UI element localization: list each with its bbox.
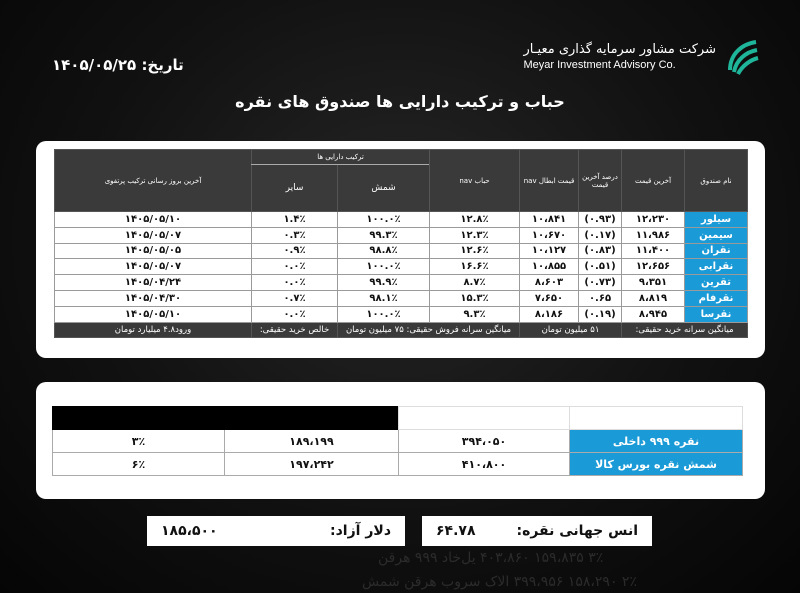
table-row (53, 430, 743, 453)
header-nav-price: قیمت ابطال nav (520, 150, 579, 212)
silver-share: ۹۸.۸٪ (338, 243, 430, 259)
nav-bubble: ۱۵.۳٪ (430, 290, 520, 306)
logo-icon (724, 36, 760, 76)
other-share: ۰.۰٪ (252, 259, 338, 275)
silver-price: ۴۱۰،۸۰۰ (399, 453, 570, 476)
company-name-fa: شرکت مشاور سرمایه گذاری معیـار (523, 41, 716, 57)
date-label: تاریخ: (141, 56, 184, 74)
price-pct: (۰.۱۷) (579, 227, 622, 243)
table-row (55, 290, 748, 306)
global-silver-value: ۶۴.۷۸ (436, 523, 476, 539)
other-share: ۰.۳٪ (252, 227, 338, 243)
avg-buy-value: ۵۱ میلیون تومان (520, 322, 622, 337)
update-date: ۱۴۰۵/۰۴/۳۰ (55, 290, 252, 306)
header-last-update: آخرین بروز رسانی ترکیب پرتفوی (55, 150, 252, 212)
fund-name: نقران (685, 243, 748, 259)
silver-share: ۹۸.۱٪ (338, 290, 430, 306)
silver-share: ۱۰۰.۰٪ (338, 306, 430, 322)
last-price: ۸،۹۴۵ (622, 306, 685, 322)
update-date: ۱۴۰۵/۰۵/۱۰ (55, 212, 252, 228)
table-row (55, 243, 748, 259)
funds-card (36, 141, 765, 358)
silver-share: ۱۰۰.۰٪ (338, 259, 430, 275)
silver-share: ۹۹.۳٪ (338, 227, 430, 243)
nav-bubble: ۱۲.۸٪ (430, 212, 520, 228)
silver-share: ۱۰۰.۰٪ (338, 212, 430, 228)
update-date: ۱۴۰۵/۰۴/۲۴ (55, 275, 252, 291)
nav-bubble: ۱۲.۳٪ (430, 227, 520, 243)
silver-type: شمش نقره بورس کالا (570, 453, 743, 476)
silver-price: ۳۹۴،۰۵۰ (399, 430, 570, 453)
update-date: ۱۴۰۵/۰۵/۱۰ (55, 306, 252, 322)
last-price: ۸،۸۱۹ (622, 290, 685, 306)
avg-sell-label: میانگین سرانه فروش حقیقی: (406, 324, 512, 335)
table-row (55, 227, 748, 243)
fund-name: تقرین (685, 275, 748, 291)
other-share: ۰.۰٪ (252, 306, 338, 322)
fund-name: سیمین (685, 227, 748, 243)
last-price: ۹،۳۵۱ (622, 275, 685, 291)
silver-pct: ۳٪ (53, 430, 225, 453)
nav-price: ۷،۶۵۰ (520, 290, 579, 306)
net-buy-label: خالص خرید حقیقی: (252, 322, 338, 337)
silver-value: ۱۸۹،۱۹۹ (225, 430, 399, 453)
funds-table (54, 149, 748, 338)
other-share: ۰.۹٪ (252, 243, 338, 259)
price-pct: ۰.۶۵ (579, 290, 622, 306)
nav-price: ۱۰،۱۲۷ (520, 243, 579, 259)
fund-name: سیلور (685, 212, 748, 228)
net-buy-value: ورود۴.۸ میلیارد تومان (55, 322, 252, 337)
faded-row-1: ۳٪ ۱۵۹،۸۳۵ ۴۰۳،۸۶۰ یل‌خاد ۹۹۹ هرقن (378, 550, 604, 566)
table-row (55, 306, 748, 322)
header-row (53, 407, 743, 430)
update-date: ۱۴۰۵/۰۵/۰۵ (55, 243, 252, 259)
avg-sell-value: ۷۵ میلیون تومان (345, 324, 404, 335)
nav-bubble: ۱۶.۶٪ (430, 259, 520, 275)
nav-price: ۸،۶۰۳ (520, 275, 579, 291)
silver-value: ۱۹۷،۲۴۲ (225, 453, 399, 476)
header-last-price: آخرین قیمت (622, 150, 685, 212)
last-price: ۱۲،۶۵۶ (622, 259, 685, 275)
nav-price: ۱۰،۸۴۱ (520, 212, 579, 228)
nav-price: ۱۰،۶۷۰ (520, 227, 579, 243)
date-value: ۱۴۰۵/۰۵/۲۵ (52, 56, 137, 74)
silver-prices-table (52, 406, 743, 476)
last-price: ۱۱،۹۸۶ (622, 227, 685, 243)
price-pct: (۰.۱۹) (579, 306, 622, 322)
faded-row-2: ۲٪ ۱۵۸،۲۹۰ ۳۹۹،۹۵۶ الاک سروب هرقن شمش (362, 574, 637, 590)
header-asset-group: ترکیب دارایی ها (252, 150, 430, 165)
summary-row (55, 322, 748, 337)
header-fund: نام صندوق (685, 150, 748, 212)
global-silver-box (422, 516, 652, 546)
price-pct: (۰.۵۱) (579, 259, 622, 275)
price-pct: (۰.۷۳) (579, 275, 622, 291)
price-pct: (۰.۹۳) (579, 212, 622, 228)
fund-name: نقرفام (685, 290, 748, 306)
fund-name: نقرسا (685, 306, 748, 322)
header-price-pct: درصد آخرین قیمت (579, 150, 622, 212)
avg-sell (338, 322, 520, 337)
update-date: ۱۴۰۵/۰۵/۰۷ (55, 227, 252, 243)
silver-type: نقره ۹۹۹ داخلی (570, 430, 743, 453)
header-silver-bar: شمش (338, 165, 430, 212)
free-dollar-label: دلار آزاد: (330, 523, 391, 539)
price-pct: (۰.۸۳) (579, 243, 622, 259)
avg-buy-label: میانگین سرانه خرید حقیقی: (622, 322, 748, 337)
update-date: ۱۴۰۵/۰۵/۰۷ (55, 259, 252, 275)
global-silver-label: انس جهانی نقره: (516, 523, 638, 539)
other-share: ۰.۰٪ (252, 275, 338, 291)
header-nav-bubble: حباب nav (430, 150, 520, 212)
table-row (55, 275, 748, 291)
page-title: حباب و ترکیب دارایی ها صندوق های نقره (235, 92, 565, 111)
nav-bubble: ۸.۷٪ (430, 275, 520, 291)
table-row (55, 259, 748, 275)
nav-bubble: ۱۲.۶٪ (430, 243, 520, 259)
silver-prices-card (36, 382, 765, 499)
silver-pct: ۶٪ (53, 453, 225, 476)
header-other: سایر (252, 165, 338, 212)
silver-share: ۹۹.۹٪ (338, 275, 430, 291)
nav-price: ۸،۱۸۶ (520, 306, 579, 322)
company-logo (524, 36, 761, 76)
company-name-en: Meyar Investment Advisory Co. (523, 58, 676, 71)
nav-bubble: ۹.۳٪ (430, 306, 520, 322)
report-date (52, 56, 184, 74)
other-share: ۰.۷٪ (252, 290, 338, 306)
fund-name: نقرابی (685, 259, 748, 275)
table-row (53, 453, 743, 476)
nav-price: ۱۰،۸۵۵ (520, 259, 579, 275)
other-share: ۱.۴٪ (252, 212, 338, 228)
free-dollar-box (147, 516, 405, 546)
free-dollar-value: ۱۸۵،۵۰۰ (161, 523, 218, 539)
last-price: ۱۱،۴۰۰ (622, 243, 685, 259)
table-row (55, 212, 748, 228)
last-price: ۱۲،۲۳۰ (622, 212, 685, 228)
